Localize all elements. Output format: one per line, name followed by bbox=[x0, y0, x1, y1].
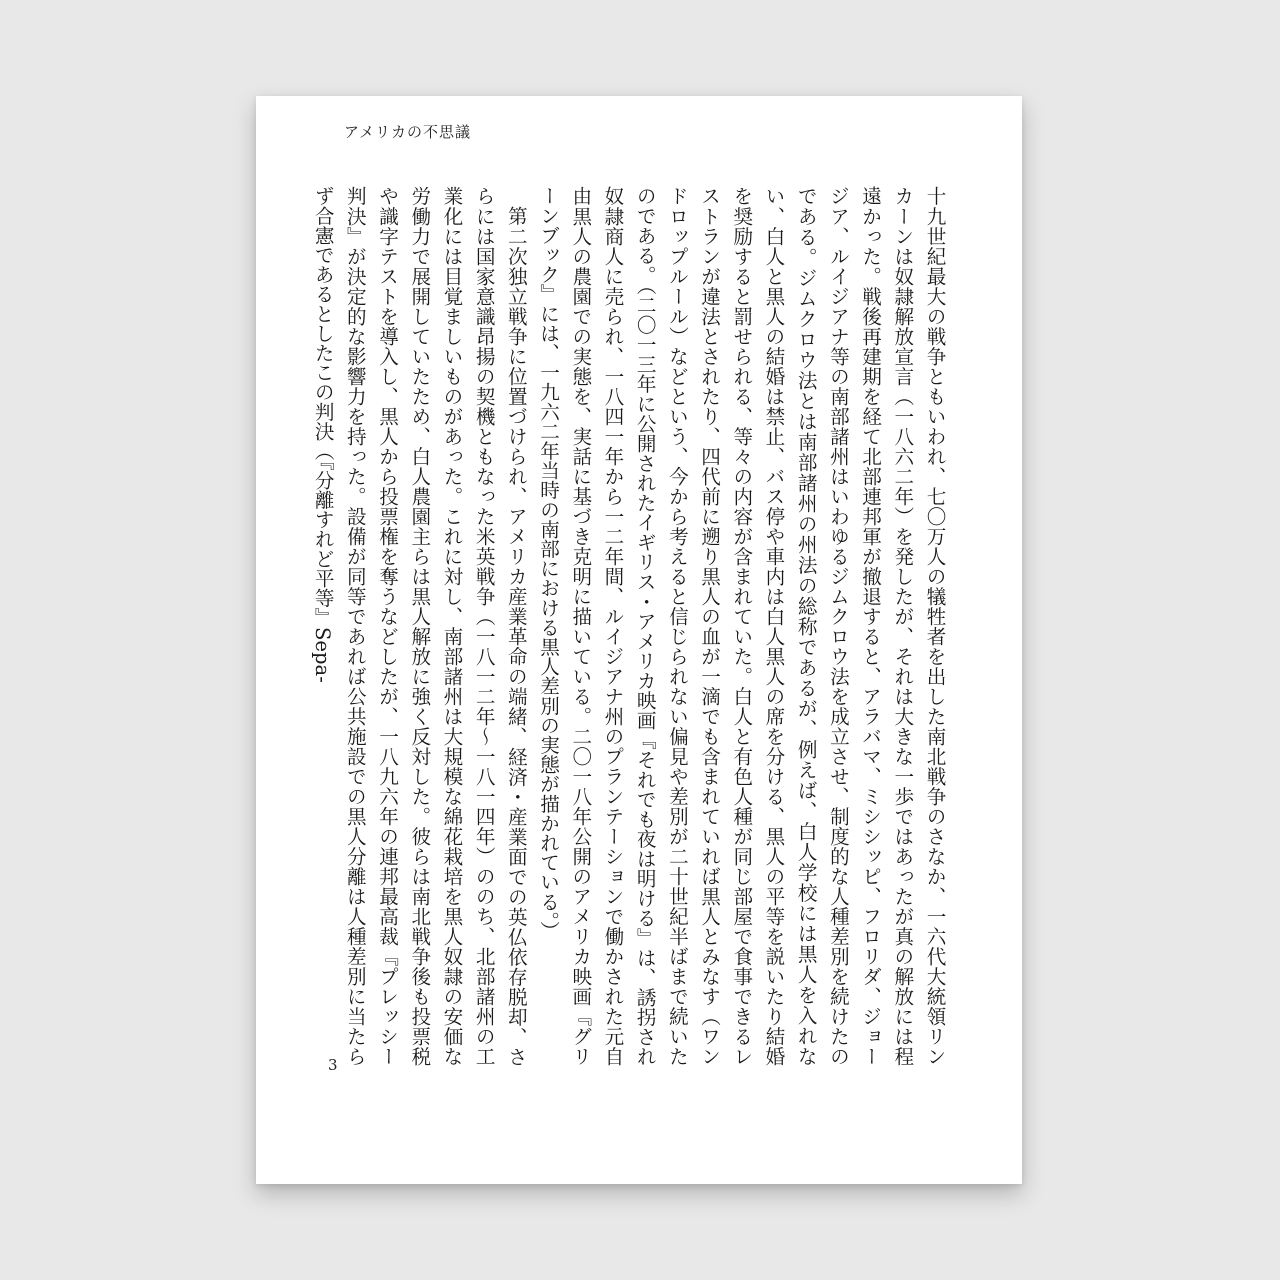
book-page bbox=[256, 96, 1022, 1184]
vertical-body-text bbox=[311, 186, 950, 1066]
paragraph-1: 十九世紀最大の戦争ともいわれ、七〇万人の犠牲者を出した南北戦争のさなか、一六代大統領リンカーンは奴隷解放宣言（一八六二年）を発したが、それは大きな一歩ではあったが真の解放には程遠かった。戦後再建期を経て北部連邦軍が撤退すると、アラバマ、ミシシッピ、フロリダ、ジョージア、ルイジアナ等の南部諸州はいわゆるジムクロウ法を成立させ、制度的な人種差別を続けたのである。ジムクロウ法とは南部諸州の州法の総称であるが、例えば、白人学校には黒人を入れない、白人と黒人の結婚は禁止、バス停や車内は白人黒人の席を分ける、黒人の平等を説いたり結婚を奨励すると罰せられる、等々の内容が含まれていた。白人と有色人種が同じ部屋で食事できるレストランが違法とされたり、四代前に遡り黒人の血が一滴でも含まれていれば黒人とみなす（ワンドロップルール）などという、今から考えると信じられない偏見や差別が二十世紀半ばまで続いたのである。（二〇一三年に公開されたイギリス・アメリカ映画『それでも夜は明ける』は、誘拐され奴隷商人に売られ、一八四一年から一二年間、ルイジアナ州のプランテーションで働かされた元自由黒人の農園での実態を、実話に基づき克明に描いている。二〇一八年公開のアメリカ映画『グリーンブック』には、一九六二年当時の南部における黒人差別の実態が描かれている。） bbox=[536, 186, 946, 1066]
running-title: アメリカの不思議 bbox=[344, 123, 471, 141]
page-number: 3 bbox=[328, 1056, 338, 1074]
paragraph-2: 第二次独立戦争に位置づけられ、アメリカ産業革命の端緒、経済・産業面での英仏依存脱却、さらには国家意識昂揚の契機ともなった米英戦争（一八一二年〜一八一四年）ののち、北部諸州の工業化には目覚ましいものがあった。これに対し、南部諸州は大規模な綿花栽培を黒人奴隷の安価な労働力で展開していたため、白人農園主らは黒人解放に強く反対した。彼らは南北戦争後も投票税や識字テストを導入し、黒人から投票権を奪うなどしたが、一八九六年の連邦最高裁『プレッシー判決』が決定的な影響力を持った。設備が同等であれば公共施設での黒人分離は人種差別に当たらず合憲であるとしたこの判決（『分離すれど平等』Sepa- bbox=[311, 186, 528, 1066]
